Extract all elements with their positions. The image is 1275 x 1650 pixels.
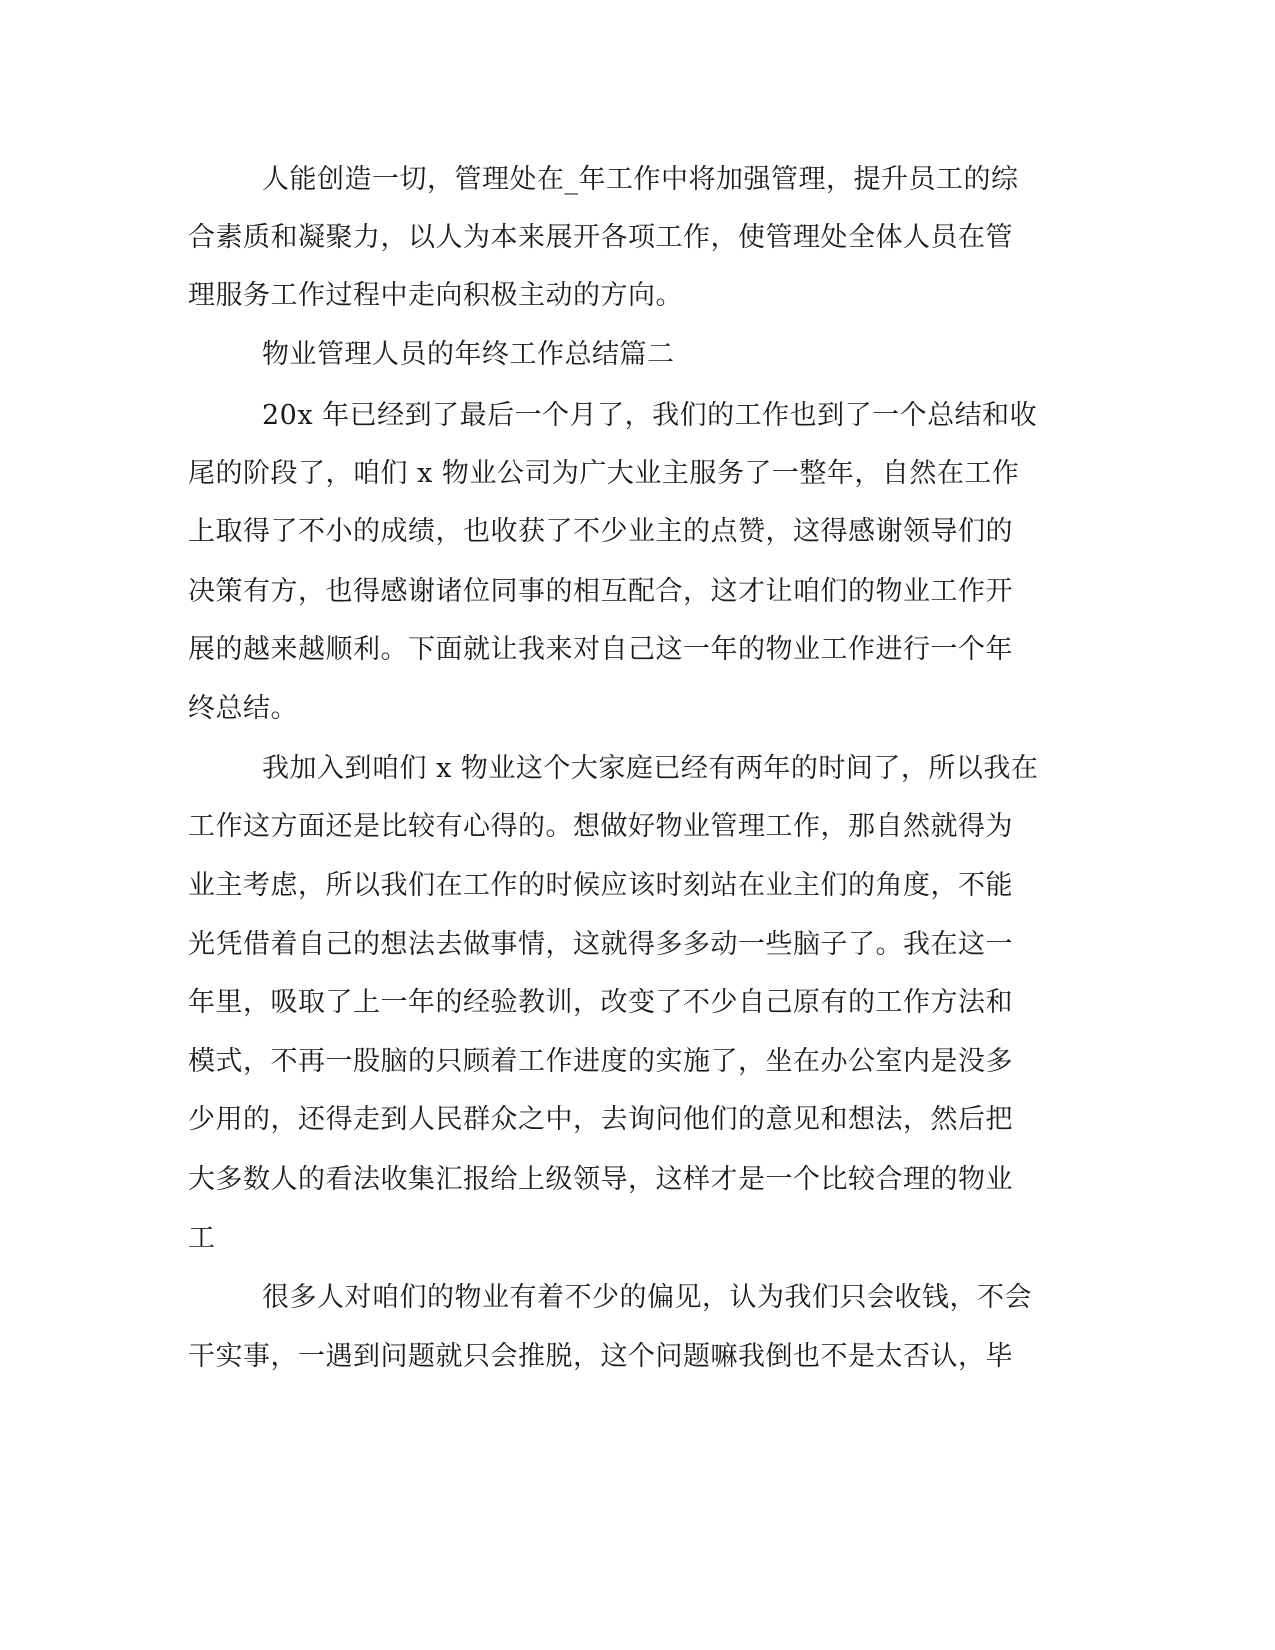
text-line: [0, 1337, 1275, 1377]
text-line-content: 模式，不再一股脑的只顾着工作进度的实施了，坐在办公室内是没多: [188, 1046, 1013, 1077]
text-line-content: 很多人对咱们的物业有着不少的偏见，认为我们只会收钱，不会: [262, 1282, 1032, 1313]
text-line: [0, 807, 1275, 847]
text-line: [0, 276, 1275, 316]
text-line-content: 20x 年已经到了最后一个月了，我们的工作也到了一个总结和收: [262, 400, 1038, 431]
text-line: [0, 1160, 1275, 1200]
text-line: [0, 630, 1275, 670]
text-line-content: 我加入到咱们 x 物业这个大家庭已经有两年的时间了，所以我在: [262, 753, 1039, 784]
text-line-content: 光凭借着自己的想法去做事情，这就得多多动一些脑子了。我在这一: [188, 929, 1013, 960]
text-line-content: 合素质和凝聚力，以人为本来展开各项工作，使管理处全体人员在管: [188, 222, 1013, 253]
text-line-content: 展的越来越顺利。下面就让我来对自己这一年的物业工作进行一个年: [188, 634, 1013, 665]
text-line: [0, 1042, 1275, 1082]
section-heading-text: 物业管理人员的年终工作总结篇二: [262, 339, 675, 370]
text-line-content: 干实事，一遇到问题就只会推脱，这个问题嘛我倒也不是太否认，毕: [188, 1341, 1013, 1372]
text-line-content: 决策有方，也得感谢诸位同事的相互配合，这才让咱们的物业工作开: [188, 576, 1013, 607]
text-line-content: 工: [188, 1223, 216, 1254]
text-line: [0, 218, 1275, 258]
text-line-content: 年里，吸取了上一年的经验教训，改变了不少自己原有的工作方法和: [188, 987, 1013, 1018]
text-line-content: 终总结。: [188, 693, 298, 724]
text-line-content: 理服务工作过程中走向积极主动的方向。: [188, 280, 683, 311]
text-line-content: 业主考虑，所以我们在工作的时候应该时刻站在业主们的角度，不能: [188, 870, 1013, 901]
text-line: [0, 160, 1275, 200]
text-line: [0, 983, 1275, 1023]
text-line-content: 人能创造一切，管理处在_年工作中将加强管理，提升员工的综: [262, 164, 1019, 195]
text-line: [0, 689, 1275, 729]
text-line: [0, 454, 1275, 494]
text-line: [0, 572, 1275, 612]
text-line-content: 大多数人的看法收集汇报给上级领导，这样才是一个比较合理的物业: [188, 1164, 1013, 1195]
text-line: [0, 396, 1275, 436]
section-heading: [0, 335, 1275, 375]
text-line: [0, 749, 1275, 789]
text-line: [0, 1100, 1275, 1140]
text-line: [0, 1278, 1275, 1318]
text-line-content: 工作这方面还是比较有心得的。想做好物业管理工作，那自然就得为: [188, 811, 1013, 842]
text-line: [0, 925, 1275, 965]
text-line: [0, 512, 1275, 552]
text-line: [0, 1219, 1275, 1259]
text-line-content: 上取得了不小的成绩，也收获了不少业主的点赞，这得感谢领导们的: [188, 516, 1013, 547]
text-line: [0, 866, 1275, 906]
text-line-content: 尾的阶段了，咱们 x 物业公司为广大业主服务了一整年，自然在工作: [188, 458, 1020, 489]
text-line-content: 少用的，还得走到人民群众之中，去询问他们的意见和想法，然后把: [188, 1104, 1013, 1135]
